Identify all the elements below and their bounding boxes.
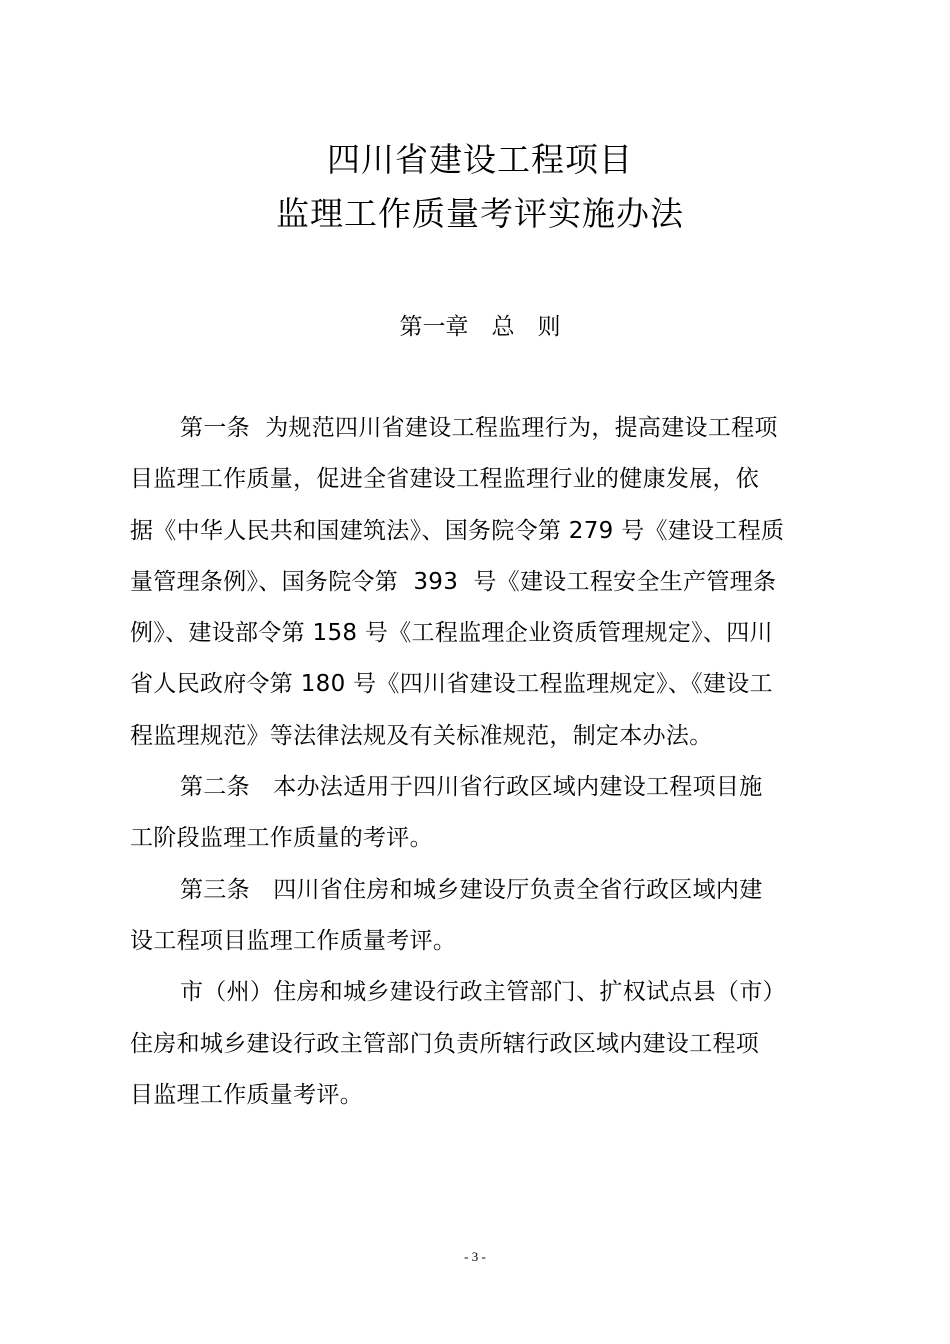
- document-title-line-1: 四川省建设工程项目: [327, 140, 633, 179]
- article-1-line-6: 省人民政府令第 180 号《四川省建设工程监理规定》、《建设工: [130, 671, 773, 698]
- article-1-line-7: 程监理规范》等法律法规及有关标准规范，制定本办法。: [130, 722, 713, 749]
- article-1-line-1: 第一条 为规范四川省建设工程监理行为，提高建设工程项: [180, 415, 778, 441]
- chapter-heading: 第一章 总 则: [399, 314, 561, 340]
- article-3-paragraph-2-line-3: 目监理工作质量考评。: [130, 1081, 363, 1108]
- article-3-line-1: 第三条 四川省住房和城乡建设厅负责全省行政区域内建: [180, 876, 763, 903]
- document-body: [130, 403, 836, 1121]
- article-1-line-2: 目监理工作质量，促进全省建设工程监理行业的健康发展，依: [130, 466, 760, 493]
- article-2-line-1: 第二条 本办法适用于四川省行政区域内建设工程项目施: [180, 774, 763, 801]
- article-3-line-2: 设工程项目监理工作质量考评。: [130, 927, 457, 954]
- article-1-line-4: 量管理条例》、国务院令第 393 号《建设工程安全生产管理条: [130, 568, 777, 595]
- article-1-line-5: 例》、建设部令第 158 号《工程监理企业资质管理规定》、四川: [130, 620, 773, 647]
- article-3-paragraph-2-line-2: 住房和城乡建设行政主管部门负责所辖行政区域内建设工程项: [130, 1030, 760, 1057]
- document-title-line-2: 监理工作质量考评实施办法: [276, 194, 684, 233]
- article-1-line-3: 据《中华人民共和国建筑法》、国务院令第 279 号《建设工程质: [130, 517, 785, 544]
- article-3-paragraph-2-line-1: 市（州）住房和城乡建设行政主管部门、扩权试点县（市）: [180, 979, 786, 1006]
- article-2-line-2: 工阶段监理工作质量的考评。: [130, 825, 433, 852]
- page-number: - 3 -: [464, 1249, 486, 1264]
